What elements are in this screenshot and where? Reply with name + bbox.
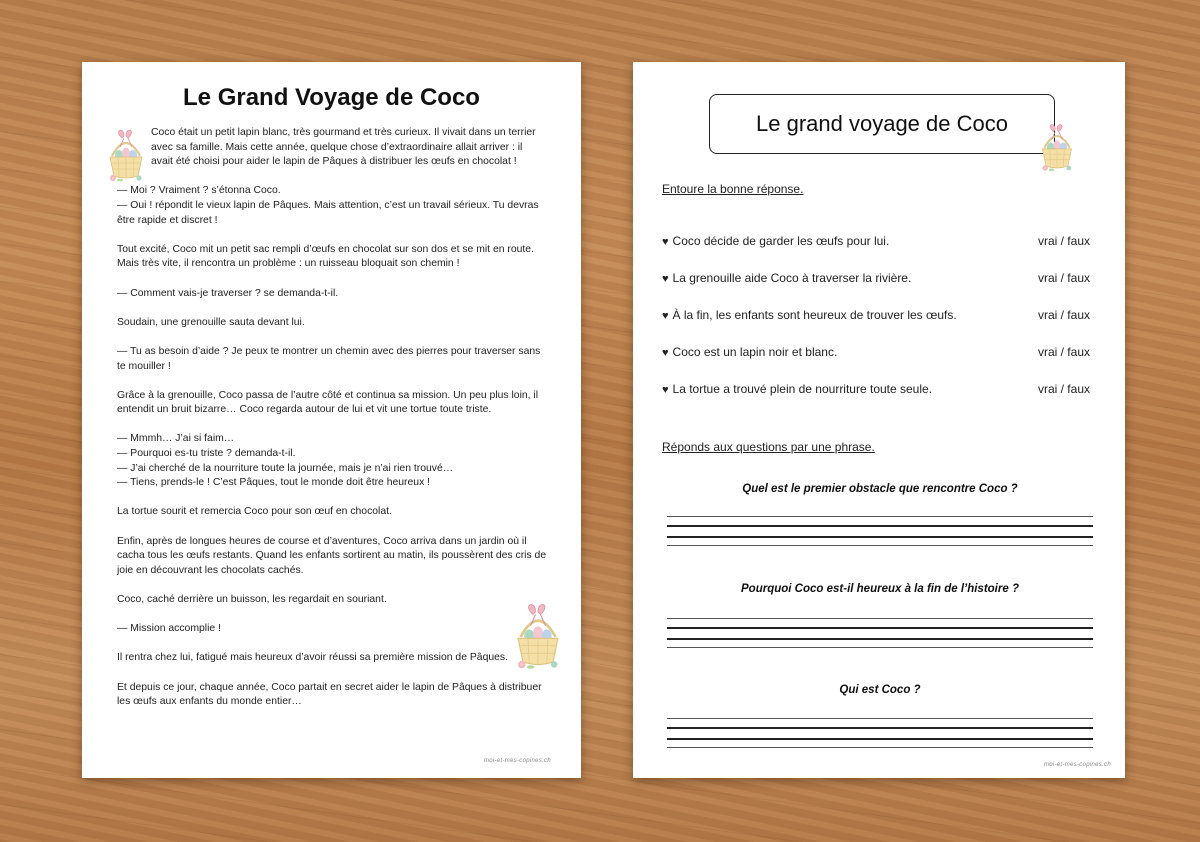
story-paragraph: — Oui ! répondit le vieux lapin de Pâques. Mais attention, c’est un travail sérieux. Tu devras être rapide et discret ! bbox=[117, 199, 539, 226]
question-2: Pourquoi Coco est-il heureux à la fin de l’histoire ? bbox=[741, 583, 1019, 595]
statement-text: La grenouille aide Coco à traverser la rivière. bbox=[672, 271, 912, 285]
heart-icon: ♥ bbox=[662, 310, 669, 322]
easter-basket-icon bbox=[510, 602, 566, 672]
true-false-choice[interactable]: vrai / faux bbox=[1037, 234, 1090, 248]
story-paragraph: Il rentra chez lui, fatigué mais heureux d’avoir réussi sa première mission de Pâques. bbox=[117, 652, 508, 664]
instruction-questions: Réponds aux questions par une phrase. bbox=[662, 440, 875, 454]
story-paragraph: Coco était un petit lapin blanc, très gourmand et très curieux. Il vivait dans un terrier avec sa famille. Mais cette année, quelque chose d’extraordinaire allait arriver : il avait été choisi pour aider le lapin de Pâques à distribuer les œufs en chocolat ! bbox=[151, 127, 536, 168]
true-false-row bbox=[662, 345, 1090, 359]
statement-text: Coco décide de garder les œufs pour lui. bbox=[672, 234, 890, 248]
story-paragraph: Grâce à la grenouille, Coco passa de l’autre côté et continua sa mission. Un peu plus loin, il entendit un bruit bizarre… Coco regarda autour de lui et vit une tortue toute triste. bbox=[117, 389, 539, 416]
question-1: Quel est le premier obstacle que rencontre Coco ? bbox=[742, 483, 1018, 495]
true-false-choice[interactable]: vrai / faux bbox=[1037, 271, 1090, 285]
heart-icon: ♥ bbox=[662, 236, 669, 248]
story-paragraph: La tortue sourit et remercia Coco pour son œuf en chocolat. bbox=[117, 506, 392, 518]
worksheet-page bbox=[633, 62, 1125, 778]
heart-icon: ♥ bbox=[662, 347, 669, 359]
statement-text: Coco est un lapin noir et blanc. bbox=[672, 345, 838, 359]
true-false-choice[interactable]: vrai / faux bbox=[1037, 345, 1090, 359]
story-paragraph: — Comment vais-je traverser ? se demanda-t-il. bbox=[117, 287, 339, 299]
heart-icon: ♥ bbox=[662, 273, 669, 285]
story-paragraph: — Mission accomplie ! bbox=[117, 623, 221, 635]
true-false-row bbox=[662, 308, 1090, 322]
statement-text: À la fin, les enfants sont heureux de trouver les œufs. bbox=[672, 308, 957, 322]
true-false-choice[interactable]: vrai / faux bbox=[1037, 308, 1090, 322]
story-paragraph: Enfin, après de longues heures de course et d’aventures, Coco arriva dans un jardin où il cacha tous les œufs restants. Quand les enfants sortirent au matin, ils poussèrent des cris de joie en découvrant les chocolats cachés. bbox=[117, 535, 547, 576]
story-paragraph: — Tiens, prends-le ! C’est Pâques, tout le monde doit être heureux ! bbox=[117, 477, 431, 489]
worksheet-title: Le grand voyage de Coco bbox=[709, 94, 1055, 154]
watermark: moi-et-mes-copines.ch bbox=[484, 758, 551, 764]
true-false-row bbox=[662, 271, 1090, 285]
story-paragraph: — J’ai cherché de la nourriture toute la journée, mais je n’ai rien trouvé… bbox=[117, 462, 454, 474]
story-title: Le Grand Voyage de Coco bbox=[183, 84, 480, 111]
story-paragraph: Et depuis ce jour, chaque année, Coco partait en secret aider le lapin de Pâques à distribuer les œufs aux enfants du monde entier… bbox=[117, 681, 542, 708]
true-false-choice[interactable]: vrai / faux bbox=[1037, 382, 1090, 396]
story-paragraph: — Tu as besoin d’aide ? Je peux te montrer un chemin avec des pierres pour traverser sans te mouiller ! bbox=[117, 345, 541, 372]
story-paragraph: — Mmmh… J’ai si faim… bbox=[117, 433, 235, 445]
easter-basket-icon bbox=[1037, 122, 1077, 174]
true-false-row bbox=[662, 382, 1090, 396]
question-3: Qui est Coco ? bbox=[839, 684, 921, 696]
story-paragraph: Coco, caché derrière un buisson, les regardait en souriant. bbox=[117, 594, 387, 605]
watermark: moi-et-mes-copines.ch bbox=[1044, 762, 1111, 768]
statement-text: La tortue a trouvé plein de nourriture toute seule. bbox=[672, 382, 933, 396]
story-paragraph: — Moi ? Vraiment ? s’étonna Coco. bbox=[117, 185, 281, 197]
instruction-true-false: Entoure la bonne réponse. bbox=[662, 182, 804, 196]
story-paragraph: Soudain, une grenouille sauta devant lui. bbox=[117, 316, 305, 328]
story-page bbox=[82, 62, 581, 778]
true-false-row bbox=[662, 234, 1090, 248]
story-paragraph: Tout excité, Coco mit un petit sac rempli d’œufs en chocolat sur son dos et se mit en route. Mais très vite, il rencontra un problème : un ruisseau bloquait son chemin ! bbox=[117, 243, 534, 270]
heart-icon: ♥ bbox=[662, 384, 669, 396]
story-paragraph: — Pourquoi es-tu triste ? demanda-t-il. bbox=[117, 448, 296, 460]
story-text bbox=[117, 126, 547, 724]
